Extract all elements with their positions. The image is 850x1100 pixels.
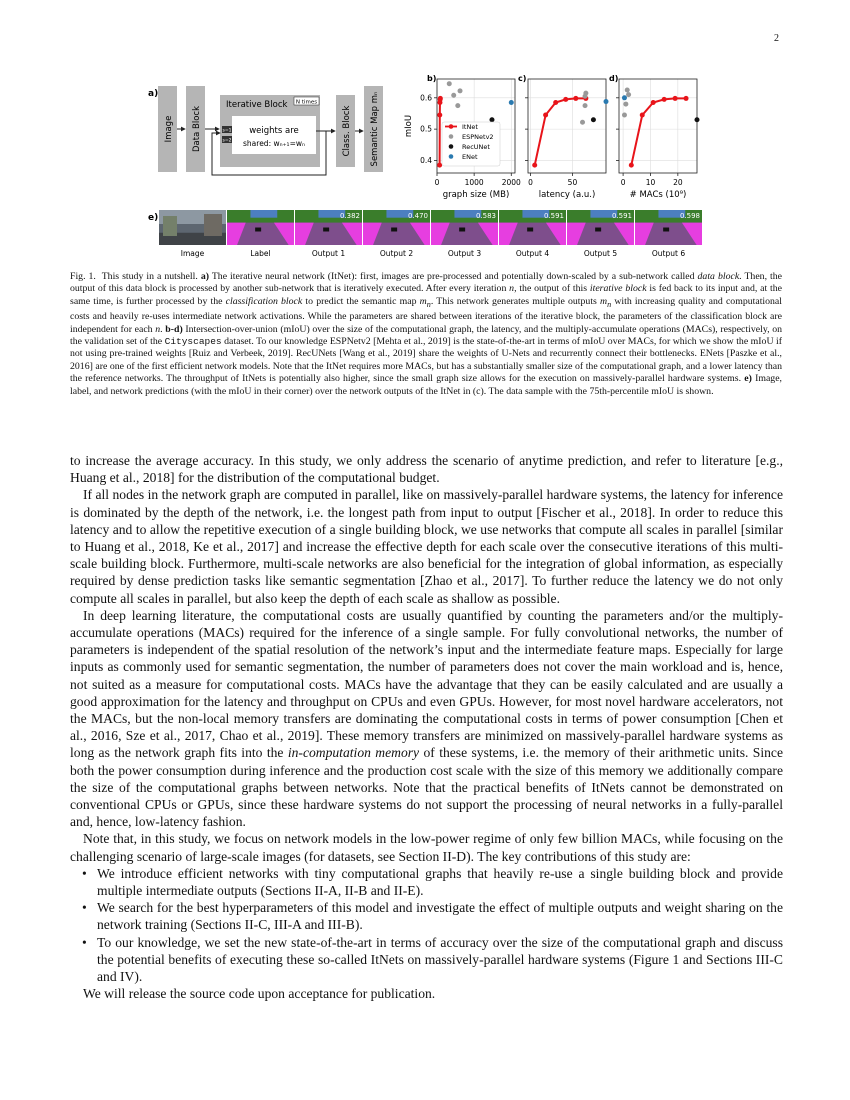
weights-line1: weights are: [249, 126, 299, 136]
y-tick-label: 0.6: [420, 93, 432, 103]
data-point: [640, 113, 645, 118]
data-point: [622, 95, 627, 100]
axes-frame: [528, 79, 606, 173]
data-point: [455, 103, 460, 108]
panel-e-strip: [148, 210, 702, 258]
car-class: [527, 228, 533, 232]
data-point: [662, 97, 667, 102]
legend-marker: [449, 124, 454, 129]
segmentation-tile: [159, 210, 226, 258]
panel-a-diagram: [148, 86, 383, 175]
data-block-label: Data Block: [192, 106, 202, 152]
itnet-line: [535, 98, 586, 165]
panel-a-label: a): [148, 89, 159, 99]
panel-label: c): [518, 74, 527, 83]
data-point: [629, 163, 634, 168]
data-point: [437, 163, 442, 168]
data-point: [622, 113, 627, 118]
x-tick-label: 0: [434, 178, 440, 187]
list-item: • We introduce efficient networks with tiny computational graphs that heavily re-use a single building block and provide multiple intermediate outputs (Sections II-A, II-B and II-E).: [97, 865, 783, 899]
data-point: [543, 113, 548, 118]
data-point: [437, 113, 442, 118]
data-point: [532, 163, 537, 168]
body-text: [70, 452, 783, 1003]
x-tick-label: 0: [528, 178, 533, 187]
legend-entry: ESPNetv2: [462, 133, 494, 141]
list-item: • We search for the best hyperparameters of this model and investigate the effect of multiple outputs and weight sharing on the network training (Sections II-C, III-A and III-B).: [97, 899, 783, 933]
scale2-label: s=2: [222, 138, 232, 144]
segmentation-tile: [295, 210, 362, 258]
miou-value: 0.470: [407, 212, 428, 220]
panel-e-label: e): [148, 213, 159, 223]
x-tick-label: 2000: [501, 178, 521, 187]
x-axis-label: latency (a.u.): [538, 190, 596, 200]
miou-value: 0.591: [611, 212, 632, 220]
x-tick-label: 20: [673, 178, 683, 187]
car-class: [595, 228, 601, 232]
data-point: [673, 96, 678, 101]
miou-value: 0.583: [475, 212, 496, 220]
car-class: [391, 228, 397, 232]
x-axis-label: # MACs (10⁹): [629, 190, 687, 200]
data-point: [591, 117, 596, 122]
x-tick-label: 0: [620, 178, 626, 187]
data-point: [625, 87, 630, 92]
axes-frame: [619, 79, 697, 173]
y-tick-label: 0.5: [420, 124, 432, 134]
panel-label: d): [609, 74, 619, 83]
page-number: 2: [774, 33, 779, 44]
data-point: [458, 88, 463, 93]
tree: [163, 216, 177, 236]
segmentation-tile: [363, 210, 430, 258]
data-point: [447, 81, 452, 86]
sky-class: [250, 210, 277, 218]
class-block-label: Class. Block: [342, 105, 352, 157]
x-tick-label: 1000: [464, 178, 484, 187]
data-point: [626, 92, 631, 97]
tile-label: Output 6: [651, 249, 686, 258]
legend-marker: [449, 144, 454, 149]
legend-marker: [449, 134, 454, 139]
miou-value: 0.382: [339, 212, 360, 220]
data-point: [695, 117, 700, 122]
itnet-line: [440, 98, 441, 165]
data-point: [623, 102, 628, 107]
segmentation-tile: [499, 210, 566, 258]
charts-bcd: [404, 74, 700, 200]
contributions-list: [70, 865, 783, 985]
segmentation-tile: [635, 210, 702, 258]
x-tick-label: 10: [645, 178, 656, 187]
data-point: [563, 97, 568, 102]
paragraph-3: In deep learning literature, the computational costs are usually quantified by counting the parameters and/or the multiply-accumulate operations (MACs) required for the inference of a single sample. For fully convolutional networks, the number of parameters is independent of the spatial resolution of the network’s input and the intermediate feature maps. Especially for large inputs as commonly used for semantic segmentation, the number of parameters does not cover the main workload and is, hence, not suited as a measure for computational costs. MACs have the advantage that they can be easily calculated and are usually a good approximation for the latency and throughput on CPUs and even GPUs. However, for most novel hardware accelerators, not the MACs, but the non-local memory transfers are dominating the computational costs in terms of power consumption [Chen et al., 2016, Sze et al., 2017, Chao et al., 2019]. These memory transfers are minimized on massively-parallel hardware systems as long as the network graph fits into the in-computation memory of these systems, i.e. the memory of their arithmetic units. Since both the power consumption during inference and the production cost scale with the size of this memory we additionally compare the size of the computational graphs between networks. Note that the practical benefits of ItNets cannot be demonstrated on conventional CPUs or GPUs, since these hardware systems do not support the processing of neural networks in a fully-parallel and, hence, low-latency fashion.: [70, 607, 783, 830]
segmentation-tile: [431, 210, 498, 258]
car-class: [323, 228, 329, 232]
data-point: [583, 91, 588, 96]
legend-entry: ENet: [462, 153, 478, 161]
tile-label: Output 2: [379, 249, 414, 258]
scale1-label: s=1: [222, 128, 232, 134]
paragraph-4: Note that, in this study, we focus on network models in the low-power regime of only few billion MACs, while focusing on the challenging scenario of large-scale images (for datasets, see Section II-D). The key contributions of this study are:: [70, 831, 783, 864]
figure-1: [0, 0, 850, 270]
data-point: [580, 120, 585, 125]
figure-caption: Fig. 1. This study in a nutshell. a) The iterative neural network (ItNet): first, images are pre-processed and potentially down-scaled by a sub-network called data block. Then, the output of this data block is processed by another sub-network that is iteratively executed. After every iteration n, the output of this iterative block is fed back to its input and, at the same time, is further processed by the classification block to predict the semantic map $m_n$. This network generates multiple outputs $m_n$ with increasing quality and computational costs and heavily re-uses intermediate network activations. While the parameters are shared between iterations of the iterative block, the parameters of the classification block are independent for each n. b-d) Intersection-over-union (mIoU) over the size of the computational graph, the latency, and the multiply-accumulate operations (MACs), respectively, on the validation set of the Cityscapes dataset. To our knowledge ESPNetv2 [Mehta et al., 2019] is the state-of-the-art in terms of mIoU over MACs, for which we show the mIoU if not using pre-trained weights [Ruiz and Verbeek, 2019]. RecUNets [Wang et al., 2019] share the weights of U-Nets and recurrently connect their bottlenecks. ENets [Paszke et al., 2016] are one of the first efficient network models. Note that the ItNet requires more MACs, but has a substantially smaller size of the computational graph, and a lower latency than the reference networks. The throughput of ItNets is potentially also higher, since the small graph size allows for the execution on massively-parallel hardware systems. e) Image, label, and network predictions (with the mIoU in their corner) over the network outputs of the ItNet in (c). The data sample with the 75th-percentile mIoU is shown.: [70, 271, 783, 397]
miou-value: 0.598: [679, 212, 700, 220]
panel-label: b): [427, 74, 437, 83]
paragraph-1: to increase the average accuracy. In this study, we only address the scenario of anytime prediction, and refer to literature [e.g., Huang et al., 2018] for the distribution of the computational budget.: [70, 453, 783, 486]
legend-entry: RecUNet: [462, 143, 490, 151]
data-point: [604, 99, 609, 104]
miou-value: 0.591: [543, 212, 564, 220]
data-point: [509, 100, 514, 105]
y-axis-label: mIoU: [404, 114, 414, 138]
data-point: [489, 117, 494, 122]
segmentation-tile: [567, 210, 634, 258]
tile-label: Output 1: [311, 249, 346, 258]
x-axis-label: graph size (MB): [442, 190, 510, 200]
tile-label: Image: [180, 249, 205, 258]
list-item: • To our knowledge, we set the new state-of-the-art in terms of accuracy over the size of the computational graph and discuss the potential benefits of executing these so-called ItNets on massively-parallel hardware systems (Figure 1 and Sections III-C and IV).: [97, 934, 783, 986]
legend-marker: [449, 154, 454, 159]
y-tick-label: 0.4: [420, 155, 432, 165]
x-tick-label: 50: [567, 178, 578, 187]
tile-label: Output 3: [447, 249, 482, 258]
data-point: [438, 96, 443, 101]
semantic-map-label: Semantic Map mₙ: [370, 91, 380, 167]
data-point: [553, 100, 558, 105]
data-point: [651, 100, 656, 105]
car-class: [255, 228, 261, 232]
data-point: [583, 103, 588, 108]
data-point: [573, 96, 578, 101]
paragraph-5: We will release the source code upon acceptance for publication.: [83, 986, 436, 1002]
weights-line2: shared: wₙ₊₁=wₙ: [243, 139, 305, 148]
iterative-block-title: Iterative Block: [226, 100, 288, 110]
data-point: [684, 96, 689, 101]
caption-fig-label: Fig. 1.: [70, 271, 96, 282]
paragraph-2: If all nodes in the network graph are computed in parallel, like on massively-parallel hardware systems, the latency for inference is dominated by the depth of the network, i.e. the longest path from input to output [Fischer et al., 2018]. In order to reduce this latency and to allow the repetitive execution of a single building block, we use networks that compute all scales in parallel [similar to Huang et al., 2018, Ke et al., 2017] and increase the effective depth for each scale over the consecutive iterations of this multi-scale building block. Furthermore, multi-scale networks are also beneficial for the integration of global information, as especially required by dense prediction tasks like semantic segmentation [Zhao et al., 2017]. To further reduce the latency we do not only compute all scales in parallel, but also keep the depth of each scale as shallow as possible.: [70, 487, 783, 606]
legend-entry: ItNet: [462, 123, 478, 131]
image-block-label: Image: [164, 115, 174, 143]
tile-label: Output 5: [583, 249, 618, 258]
building: [204, 214, 222, 236]
car-class: [459, 228, 465, 232]
car-class: [663, 228, 669, 232]
tile-label: Label: [250, 249, 271, 258]
tile-label: Output 4: [515, 249, 550, 258]
segmentation-tile: [227, 210, 294, 258]
n-times-label: N times: [295, 99, 318, 106]
data-point: [451, 93, 456, 98]
